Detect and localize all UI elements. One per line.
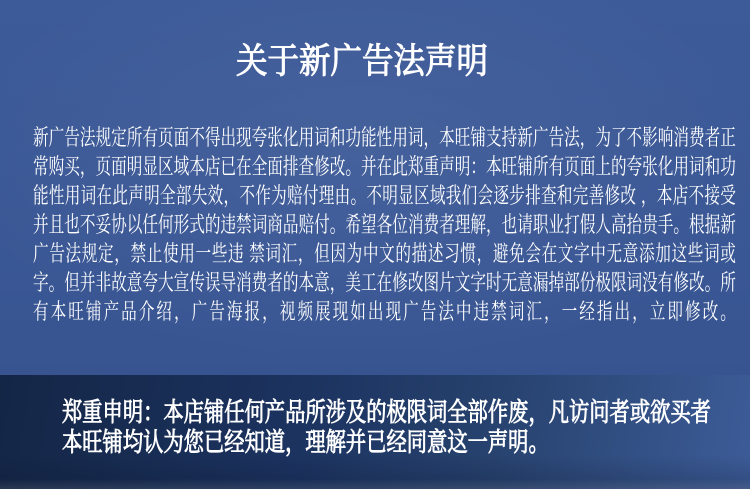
statement-line: 广告法规定，禁止使用一些违 禁词汇，但因为中文的描述习惯，避免会在文字中无意添加这些词或 <box>33 241 736 266</box>
footer-line: 郑重申明：本店铺任何产品所涉及的极限词全部作废，凡访问者或欲买者 <box>62 397 711 427</box>
footer-line: 本旺铺均认为您已经知道，理解并已经同意这一声明。 <box>62 427 549 457</box>
page-title: 关于新广告法声明 <box>235 42 488 81</box>
statement-line: 有本旺铺产品介绍，广告海报，视频展现如出现广告法中违禁词汇，一经指出，立即修改。 <box>33 299 736 324</box>
footer-statement <box>62 397 750 457</box>
statement-line: 能性用词在此声明全部失效，不作为赔付理由。不明显区域我们会逐步排查和完善修改 ，本店不接受 <box>33 183 736 208</box>
statement-line: 字。但并非故意夸大宣传误导消费者的本意，美工在修改图片文字时无意漏掉部份极限词没有修改。所 <box>33 270 736 295</box>
statement-line: 常购买，页面明显区域本店已在全面排查修改。并在此郑重声明：本旺铺所有页面上的夸张化用词和功 <box>33 154 736 179</box>
statement-line: 新广告法规定所有页面不得出现夸张化用词和功能性用词，本旺铺支持新广告法，为了不影响消费者正 <box>33 125 736 150</box>
footer-band <box>0 375 750 489</box>
statement-paragraph <box>33 123 735 326</box>
statement-line: 并且也不妥协以任何形式的违禁词商品赔付。希望各位消费者理解，也请职业打假人高抬贵手。根据新 <box>33 212 736 237</box>
